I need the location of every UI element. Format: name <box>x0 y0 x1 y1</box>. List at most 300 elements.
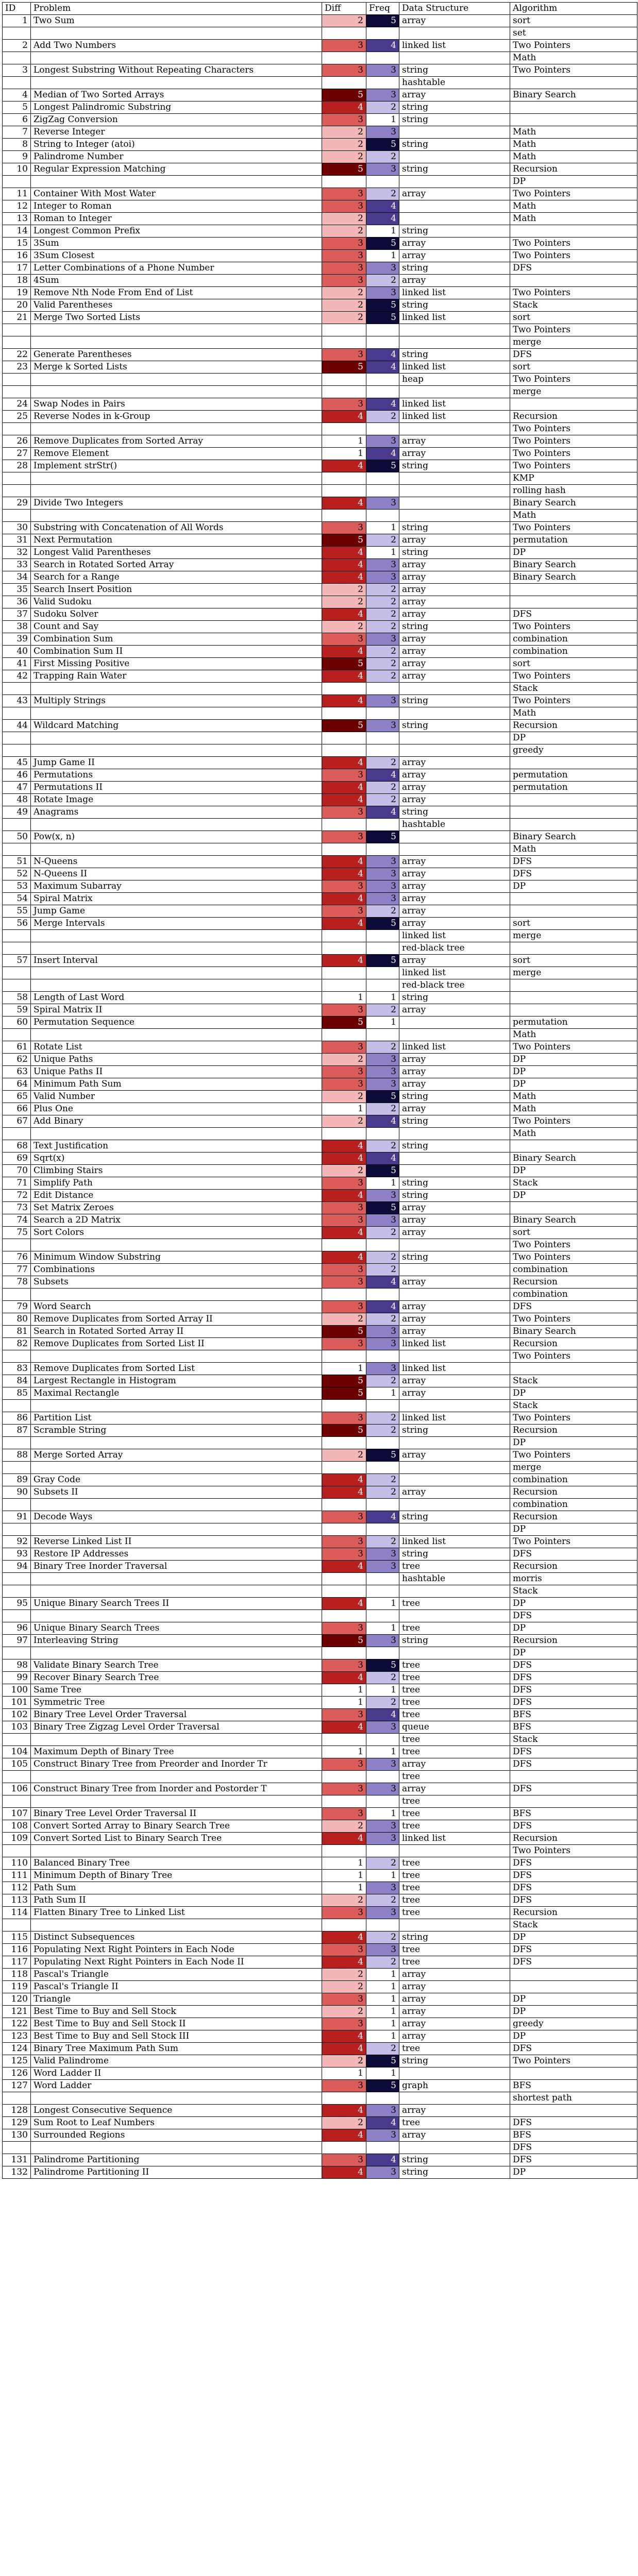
cell-algorithm[interactable]: merge <box>510 336 637 349</box>
cell-data-structure[interactable]: string <box>399 1511 510 1523</box>
cell-data-structure[interactable]: string <box>399 139 510 151</box>
cell-algorithm[interactable]: DFS <box>510 2117 637 2129</box>
cell-difficulty[interactable]: 3 <box>322 250 366 262</box>
cell-id[interactable]: 124 <box>3 2043 31 2055</box>
cell-id[interactable]: 23 <box>3 361 31 374</box>
cell-difficulty[interactable]: 5 <box>322 720 366 732</box>
cell-difficulty[interactable]: 3 <box>322 188 366 200</box>
cell-data-structure[interactable]: graph <box>399 2080 510 2092</box>
cell-frequency[interactable]: 4 <box>366 769 399 782</box>
cell-algorithm[interactable]: Two Pointers <box>510 1412 637 1425</box>
cell-frequency[interactable]: 2 <box>366 1956 399 1969</box>
cell-algorithm[interactable]: Math <box>510 1029 637 1041</box>
cell-data-structure[interactable]: string <box>399 1091 510 1103</box>
cell-difficulty[interactable] <box>322 27 366 40</box>
cell-frequency[interactable]: 3 <box>366 2166 399 2179</box>
cell-frequency[interactable]: 3 <box>366 2129 399 2142</box>
cell-problem[interactable]: Remove Duplicates from Sorted Array II <box>31 1313 322 1326</box>
cell-data-structure[interactable]: linked list <box>399 361 510 374</box>
cell-data-structure[interactable]: array <box>399 1301 510 1313</box>
cell-id[interactable]: 54 <box>3 893 31 905</box>
cell-data-structure[interactable]: tree <box>399 1659 510 1672</box>
cell-id[interactable]: 27 <box>3 448 31 460</box>
cell-algorithm[interactable] <box>510 757 637 769</box>
cell-id[interactable]: 76 <box>3 1251 31 1264</box>
cell-algorithm[interactable]: DP <box>510 1622 637 1635</box>
cell-difficulty[interactable]: 4 <box>322 1833 366 1845</box>
cell-data-structure[interactable]: array <box>399 1103 510 1115</box>
cell-data-structure[interactable]: array <box>399 238 510 250</box>
cell-difficulty[interactable]: 3 <box>322 1338 366 1350</box>
cell-difficulty[interactable]: 4 <box>322 2166 366 2179</box>
cell-data-structure[interactable]: tree <box>399 1944 510 1956</box>
cell-data-structure[interactable]: array <box>399 918 510 930</box>
cell-data-structure[interactable] <box>399 336 510 349</box>
cell-frequency[interactable]: 5 <box>366 1202 399 1214</box>
cell-id[interactable] <box>3 386 31 398</box>
cell-algorithm[interactable]: Two Pointers <box>510 250 637 262</box>
cell-id[interactable]: 106 <box>3 1783 31 1795</box>
cell-data-structure[interactable]: array <box>399 435 510 448</box>
cell-id[interactable]: 70 <box>3 1165 31 1177</box>
cell-algorithm[interactable]: Binary Search <box>510 1326 637 1338</box>
cell-difficulty[interactable]: 4 <box>322 1190 366 1202</box>
cell-id[interactable]: 98 <box>3 1659 31 1672</box>
cell-id[interactable]: 41 <box>3 658 31 670</box>
cell-problem[interactable] <box>31 324 322 336</box>
cell-algorithm[interactable]: Math <box>510 52 637 64</box>
cell-frequency[interactable]: 4 <box>366 361 399 374</box>
cell-data-structure[interactable]: array <box>399 782 510 794</box>
cell-id[interactable] <box>3 967 31 979</box>
cell-data-structure[interactable] <box>399 1128 510 1140</box>
cell-data-structure[interactable]: string <box>399 1931 510 1944</box>
cell-problem[interactable]: Convert Sorted List to Binary Search Tree <box>31 1833 322 1845</box>
cell-data-structure[interactable]: tree <box>399 1561 510 1573</box>
cell-difficulty[interactable] <box>322 472 366 485</box>
cell-problem[interactable]: Pascal's Triangle <box>31 1969 322 1981</box>
cell-data-structure[interactable]: string <box>399 349 510 361</box>
cell-frequency[interactable] <box>366 683 399 695</box>
cell-frequency[interactable]: 2 <box>366 584 399 596</box>
cell-id[interactable] <box>3 979 31 992</box>
cell-data-structure[interactable]: red-black tree <box>399 942 510 955</box>
cell-id[interactable]: 17 <box>3 262 31 275</box>
cell-problem[interactable]: Implement strStr() <box>31 460 322 472</box>
cell-id[interactable]: 85 <box>3 1387 31 1400</box>
cell-algorithm[interactable]: DFS <box>510 1944 637 1956</box>
cell-difficulty[interactable]: 4 <box>322 794 366 806</box>
cell-problem[interactable]: Pow(x, n) <box>31 831 322 843</box>
cell-algorithm[interactable] <box>510 893 637 905</box>
cell-id[interactable]: 74 <box>3 1214 31 1227</box>
cell-algorithm[interactable]: Stack <box>510 683 637 695</box>
cell-difficulty[interactable]: 3 <box>322 1548 366 1561</box>
cell-data-structure[interactable]: string <box>399 1140 510 1153</box>
cell-problem[interactable]: Wildcard Matching <box>31 720 322 732</box>
cell-problem[interactable]: Recover Binary Search Tree <box>31 1672 322 1684</box>
cell-algorithm[interactable] <box>510 1202 637 1214</box>
cell-frequency[interactable] <box>366 27 399 40</box>
cell-algorithm[interactable]: Two Pointers <box>510 1449 637 1462</box>
cell-id[interactable]: 42 <box>3 670 31 683</box>
cell-problem[interactable]: Combinations <box>31 1264 322 1276</box>
cell-id[interactable]: 8 <box>3 139 31 151</box>
cell-id[interactable]: 22 <box>3 349 31 361</box>
cell-problem[interactable]: Binary Tree Zigzag Level Order Traversal <box>31 1721 322 1734</box>
cell-data-structure[interactable] <box>399 707 510 720</box>
cell-problem[interactable]: Unique Binary Search Trees <box>31 1622 322 1635</box>
cell-frequency[interactable]: 5 <box>366 955 399 967</box>
cell-frequency[interactable]: 4 <box>366 398 399 411</box>
cell-problem[interactable]: Integer to Roman <box>31 200 322 213</box>
cell-difficulty[interactable] <box>322 1919 366 1931</box>
cell-difficulty[interactable]: 3 <box>322 1709 366 1721</box>
cell-difficulty[interactable] <box>322 2142 366 2154</box>
cell-id[interactable]: 12 <box>3 200 31 213</box>
cell-id[interactable] <box>3 744 31 757</box>
cell-difficulty[interactable] <box>322 1462 366 1474</box>
cell-data-structure[interactable] <box>399 510 510 522</box>
cell-id[interactable]: 75 <box>3 1227 31 1239</box>
cell-id[interactable]: 9 <box>3 151 31 163</box>
cell-frequency[interactable]: 4 <box>366 1301 399 1313</box>
cell-difficulty[interactable]: 4 <box>322 893 366 905</box>
cell-problem[interactable]: Rotate Image <box>31 794 322 806</box>
cell-problem[interactable]: Symmetric Tree <box>31 1697 322 1709</box>
cell-difficulty[interactable]: 4 <box>322 1140 366 1153</box>
cell-algorithm[interactable]: Recursion <box>510 1511 637 1523</box>
cell-algorithm[interactable]: combination <box>510 1289 637 1301</box>
cell-frequency[interactable] <box>366 336 399 349</box>
cell-id[interactable]: 52 <box>3 868 31 880</box>
cell-frequency[interactable]: 3 <box>366 1338 399 1350</box>
cell-difficulty[interactable]: 2 <box>322 139 366 151</box>
cell-algorithm[interactable] <box>510 101 637 114</box>
cell-difficulty[interactable] <box>322 1771 366 1783</box>
cell-id[interactable]: 110 <box>3 1857 31 1870</box>
cell-difficulty[interactable]: 2 <box>322 287 366 299</box>
cell-algorithm[interactable]: morris <box>510 1573 637 1585</box>
cell-data-structure[interactable]: tree <box>399 1808 510 1820</box>
cell-problem[interactable]: Gray Code <box>31 1474 322 1486</box>
cell-data-structure[interactable]: array <box>399 1202 510 1214</box>
cell-data-structure[interactable] <box>399 472 510 485</box>
cell-algorithm[interactable]: sort <box>510 361 637 374</box>
cell-frequency[interactable]: 1 <box>366 1622 399 1635</box>
cell-data-structure[interactable] <box>399 423 510 435</box>
cell-data-structure[interactable] <box>399 1585 510 1598</box>
cell-algorithm[interactable] <box>510 596 637 608</box>
cell-id[interactable]: 109 <box>3 1833 31 1845</box>
cell-problem[interactable] <box>31 1734 322 1746</box>
cell-frequency[interactable]: 2 <box>366 1425 399 1437</box>
cell-algorithm[interactable]: combination <box>510 1474 637 1486</box>
cell-problem[interactable]: Construct Binary Tree from Inorder and Postorder T <box>31 1783 322 1795</box>
cell-problem[interactable]: Remove Duplicates from Sorted List II <box>31 1338 322 1350</box>
cell-algorithm[interactable] <box>510 1363 637 1375</box>
cell-problem[interactable]: Plus One <box>31 1103 322 1115</box>
cell-id[interactable]: 112 <box>3 1882 31 1894</box>
cell-difficulty[interactable]: 1 <box>322 448 366 460</box>
cell-id[interactable]: 120 <box>3 1993 31 2006</box>
cell-difficulty[interactable]: 1 <box>322 1857 366 1870</box>
cell-id[interactable]: 13 <box>3 213 31 225</box>
cell-difficulty[interactable]: 3 <box>322 1214 366 1227</box>
cell-problem[interactable] <box>31 1462 322 1474</box>
cell-difficulty[interactable]: 4 <box>322 1721 366 1734</box>
cell-algorithm[interactable] <box>510 979 637 992</box>
cell-frequency[interactable]: 3 <box>366 1326 399 1338</box>
cell-data-structure[interactable]: tree <box>399 1795 510 1808</box>
cell-id[interactable]: 121 <box>3 2006 31 2018</box>
cell-problem[interactable]: Longest Substring Without Repeating Characters <box>31 64 322 77</box>
cell-difficulty[interactable]: 2 <box>322 213 366 225</box>
cell-id[interactable] <box>3 324 31 336</box>
cell-algorithm[interactable]: Math <box>510 707 637 720</box>
cell-problem[interactable] <box>31 374 322 386</box>
cell-algorithm[interactable]: Binary Search <box>510 89 637 101</box>
cell-id[interactable]: 45 <box>3 757 31 769</box>
cell-algorithm[interactable]: DFS <box>510 1610 637 1622</box>
cell-problem[interactable]: Reverse Nodes in k-Group <box>31 411 322 423</box>
cell-difficulty[interactable] <box>322 1523 366 1536</box>
cell-algorithm[interactable]: DFS <box>510 1820 637 1833</box>
cell-problem[interactable]: Minimum Window Substring <box>31 1251 322 1264</box>
cell-difficulty[interactable]: 3 <box>322 522 366 534</box>
cell-algorithm[interactable] <box>510 1981 637 1993</box>
cell-data-structure[interactable] <box>399 1029 510 1041</box>
cell-difficulty[interactable] <box>322 942 366 955</box>
cell-data-structure[interactable]: string <box>399 1190 510 1202</box>
cell-difficulty[interactable]: 4 <box>322 460 366 472</box>
cell-data-structure[interactable]: string <box>399 1251 510 1264</box>
cell-frequency[interactable]: 2 <box>366 1412 399 1425</box>
cell-problem[interactable]: ZigZag Conversion <box>31 114 322 126</box>
cell-frequency[interactable]: 3 <box>366 1820 399 1833</box>
cell-data-structure[interactable]: array <box>399 1486 510 1499</box>
cell-id[interactable] <box>3 1845 31 1857</box>
cell-difficulty[interactable]: 3 <box>322 2154 366 2166</box>
cell-difficulty[interactable] <box>322 485 366 497</box>
cell-frequency[interactable]: 5 <box>366 1091 399 1103</box>
cell-problem[interactable] <box>31 1771 322 1783</box>
cell-frequency[interactable]: 2 <box>366 1004 399 1016</box>
cell-problem[interactable]: N-Queens II <box>31 868 322 880</box>
cell-data-structure[interactable]: tree <box>399 1882 510 1894</box>
cell-algorithm[interactable]: Binary Search <box>510 497 637 510</box>
cell-problem[interactable]: Scramble String <box>31 1425 322 1437</box>
cell-data-structure[interactable]: linked list <box>399 398 510 411</box>
cell-difficulty[interactable] <box>322 683 366 695</box>
cell-frequency[interactable]: 2 <box>366 1140 399 1153</box>
cell-problem[interactable] <box>31 27 322 40</box>
cell-difficulty[interactable]: 3 <box>322 2018 366 2030</box>
cell-data-structure[interactable]: string <box>399 2166 510 2179</box>
cell-algorithm[interactable]: DFS <box>510 1857 637 1870</box>
cell-id[interactable] <box>3 1771 31 1783</box>
cell-id[interactable]: 50 <box>3 831 31 843</box>
cell-data-structure[interactable] <box>399 1647 510 1659</box>
cell-problem[interactable]: Next Permutation <box>31 534 322 547</box>
cell-problem[interactable]: Anagrams <box>31 806 322 819</box>
cell-id[interactable]: 108 <box>3 1820 31 1833</box>
cell-algorithm[interactable]: Recursion <box>510 411 637 423</box>
cell-frequency[interactable]: 5 <box>366 1449 399 1462</box>
cell-id[interactable] <box>3 1647 31 1659</box>
cell-id[interactable]: 29 <box>3 497 31 510</box>
cell-problem[interactable]: Palindrome Partitioning <box>31 2154 322 2166</box>
cell-problem[interactable]: Sqrt(x) <box>31 1153 322 1165</box>
cell-data-structure[interactable] <box>399 1499 510 1511</box>
cell-problem[interactable]: Length of Last Word <box>31 992 322 1004</box>
cell-algorithm[interactable]: Two Pointers <box>510 238 637 250</box>
cell-frequency[interactable]: 2 <box>366 1375 399 1387</box>
cell-problem[interactable]: Spiral Matrix II <box>31 1004 322 1016</box>
cell-difficulty[interactable]: 3 <box>322 398 366 411</box>
cell-algorithm[interactable]: BFS <box>510 1808 637 1820</box>
cell-frequency[interactable]: 1 <box>366 114 399 126</box>
cell-id[interactable] <box>3 1400 31 1412</box>
cell-data-structure[interactable] <box>399 1239 510 1251</box>
cell-algorithm[interactable]: DFS <box>510 349 637 361</box>
cell-problem[interactable]: Balanced Binary Tree <box>31 1857 322 1870</box>
cell-algorithm[interactable]: DFS <box>510 608 637 621</box>
cell-problem[interactable] <box>31 707 322 720</box>
cell-algorithm[interactable]: DP <box>510 2030 637 2043</box>
cell-problem[interactable]: 3Sum Closest <box>31 250 322 262</box>
cell-problem[interactable]: Reverse Linked List II <box>31 1536 322 1548</box>
cell-frequency[interactable]: 3 <box>366 1833 399 1845</box>
cell-algorithm[interactable]: Binary Search <box>510 1214 637 1227</box>
cell-frequency[interactable]: 3 <box>366 695 399 707</box>
cell-frequency[interactable]: 1 <box>366 547 399 559</box>
cell-id[interactable]: 59 <box>3 1004 31 1016</box>
cell-problem[interactable] <box>31 683 322 695</box>
cell-data-structure[interactable]: linked list <box>399 287 510 299</box>
cell-data-structure[interactable]: string <box>399 2055 510 2067</box>
cell-frequency[interactable]: 4 <box>366 213 399 225</box>
cell-frequency[interactable]: 2 <box>366 646 399 658</box>
cell-id[interactable]: 93 <box>3 1548 31 1561</box>
cell-algorithm[interactable]: DP <box>510 1931 637 1944</box>
cell-difficulty[interactable]: 2 <box>322 1449 366 1462</box>
cell-problem[interactable]: Edit Distance <box>31 1190 322 1202</box>
cell-id[interactable]: 36 <box>3 596 31 608</box>
cell-difficulty[interactable]: 3 <box>322 1808 366 1820</box>
cell-data-structure[interactable]: array <box>399 1313 510 1326</box>
cell-data-structure[interactable] <box>399 2067 510 2080</box>
cell-difficulty[interactable]: 3 <box>322 275 366 287</box>
cell-data-structure[interactable]: array <box>399 893 510 905</box>
cell-frequency[interactable]: 2 <box>366 534 399 547</box>
cell-algorithm[interactable]: Math <box>510 200 637 213</box>
cell-algorithm[interactable] <box>510 794 637 806</box>
cell-data-structure[interactable]: array <box>399 1214 510 1227</box>
cell-algorithm[interactable]: Stack <box>510 1375 637 1387</box>
cell-id[interactable] <box>3 1437 31 1449</box>
cell-algorithm[interactable]: Two Pointers <box>510 1041 637 1054</box>
cell-data-structure[interactable]: red-black tree <box>399 979 510 992</box>
cell-difficulty[interactable]: 4 <box>322 955 366 967</box>
cell-data-structure[interactable]: array <box>399 757 510 769</box>
cell-id[interactable]: 35 <box>3 584 31 596</box>
cell-problem[interactable] <box>31 1585 322 1598</box>
cell-difficulty[interactable]: 5 <box>322 658 366 670</box>
cell-algorithm[interactable]: DFS <box>510 1697 637 1709</box>
cell-difficulty[interactable]: 2 <box>322 1115 366 1128</box>
cell-difficulty[interactable]: 4 <box>322 2030 366 2043</box>
cell-id[interactable] <box>3 843 31 856</box>
cell-problem[interactable]: Merge Two Sorted Lists <box>31 312 322 324</box>
cell-frequency[interactable]: 5 <box>366 299 399 312</box>
cell-difficulty[interactable]: 3 <box>322 1659 366 1672</box>
cell-frequency[interactable] <box>366 423 399 435</box>
cell-difficulty[interactable]: 3 <box>322 1264 366 1276</box>
cell-frequency[interactable]: 3 <box>366 893 399 905</box>
cell-id[interactable]: 21 <box>3 312 31 324</box>
cell-algorithm[interactable]: merge <box>510 1462 637 1474</box>
cell-algorithm[interactable]: merge <box>510 930 637 942</box>
cell-id[interactable]: 28 <box>3 460 31 472</box>
cell-problem[interactable]: Roman to Integer <box>31 213 322 225</box>
cell-algorithm[interactable]: DP <box>510 1165 637 1177</box>
cell-data-structure[interactable]: string <box>399 992 510 1004</box>
cell-frequency[interactable]: 4 <box>366 1153 399 1165</box>
cell-id[interactable] <box>3 1523 31 1536</box>
cell-difficulty[interactable]: 5 <box>322 1425 366 1437</box>
cell-difficulty[interactable]: 3 <box>322 114 366 126</box>
cell-id[interactable]: 111 <box>3 1870 31 1882</box>
cell-algorithm[interactable]: DP <box>510 880 637 893</box>
cell-data-structure[interactable]: tree <box>399 1894 510 1907</box>
cell-frequency[interactable]: 2 <box>366 1857 399 1870</box>
cell-data-structure[interactable] <box>399 1919 510 1931</box>
cell-difficulty[interactable]: 3 <box>322 769 366 782</box>
cell-algorithm[interactable]: Recursion <box>510 1276 637 1289</box>
cell-problem[interactable]: Search in Rotated Sorted Array <box>31 559 322 571</box>
cell-difficulty[interactable]: 4 <box>322 411 366 423</box>
cell-algorithm[interactable]: DP <box>510 1437 637 1449</box>
cell-data-structure[interactable] <box>399 213 510 225</box>
cell-problem[interactable]: Unique Binary Search Trees II <box>31 1598 322 1610</box>
cell-data-structure[interactable]: string <box>399 547 510 559</box>
cell-problem[interactable]: Letter Combinations of a Phone Number <box>31 262 322 275</box>
cell-frequency[interactable]: 1 <box>366 1016 399 1029</box>
cell-problem[interactable] <box>31 52 322 64</box>
cell-difficulty[interactable] <box>322 1400 366 1412</box>
cell-id[interactable]: 88 <box>3 1449 31 1462</box>
cell-algorithm[interactable]: permutation <box>510 782 637 794</box>
cell-problem[interactable]: Binary Tree Level Order Traversal II <box>31 1808 322 1820</box>
cell-data-structure[interactable] <box>399 732 510 744</box>
cell-frequency[interactable] <box>366 77 399 89</box>
cell-frequency[interactable]: 2 <box>366 1474 399 1486</box>
cell-data-structure[interactable] <box>399 151 510 163</box>
cell-difficulty[interactable]: 1 <box>322 1870 366 1882</box>
cell-data-structure[interactable]: array <box>399 1387 510 1400</box>
cell-problem[interactable]: Construct Binary Tree from Preorder and Inorder Tr <box>31 1758 322 1771</box>
cell-algorithm[interactable]: greedy <box>510 2018 637 2030</box>
cell-algorithm[interactable]: DFS <box>510 2142 637 2154</box>
cell-difficulty[interactable]: 2 <box>322 1165 366 1177</box>
cell-data-structure[interactable]: array <box>399 769 510 782</box>
cell-data-structure[interactable] <box>399 843 510 856</box>
cell-problem[interactable]: Same Tree <box>31 1684 322 1697</box>
cell-problem[interactable]: Search for a Range <box>31 571 322 584</box>
cell-data-structure[interactable] <box>399 1523 510 1536</box>
cell-frequency[interactable]: 1 <box>366 1387 399 1400</box>
